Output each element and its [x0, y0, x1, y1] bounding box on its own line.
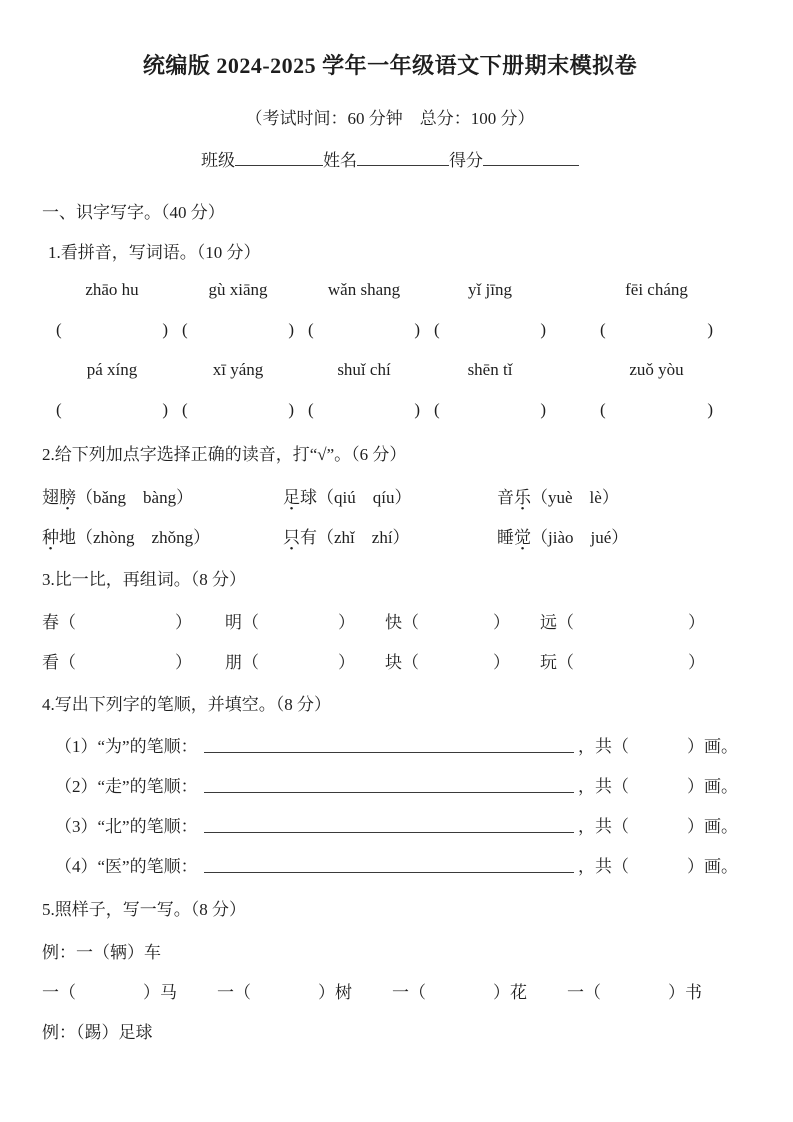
- q4-tail-end: ）画。: [687, 817, 738, 836]
- page-title: 统编版 2024-2025 学年一年级语文下册期末模拟卷: [142, 53, 638, 78]
- q3-item: 看（ ）: [42, 652, 192, 672]
- q2-item: [497, 523, 628, 548]
- q2-item: [283, 483, 497, 508]
- q2-options: （qiú qíu）: [317, 487, 412, 507]
- q2-word: 足球: [283, 487, 317, 507]
- q4-tail-comma: ，共（: [578, 817, 629, 836]
- paren-open: (: [308, 320, 314, 339]
- q3-item: 春（ ）: [42, 612, 192, 632]
- pinyin-item: shuǐ chí: [337, 360, 391, 379]
- pinyin-item: pá xíng: [86, 360, 138, 379]
- q5-item: 一（ ）树: [217, 982, 352, 1002]
- q2-options: （bǎng bàng）: [76, 487, 194, 507]
- answer-bracket: [182, 400, 294, 420]
- q2-item: [497, 483, 619, 508]
- answer-bracket: [600, 320, 713, 340]
- paren-close: ): [540, 320, 546, 339]
- q4-label: （1）“为”的笔顺：: [55, 737, 198, 756]
- q4-row: [42, 765, 738, 805]
- q4-label: （3）“北”的笔顺：: [55, 817, 198, 836]
- answer-bracket: [308, 320, 420, 340]
- pinyin-item: yǐ jīng: [468, 280, 512, 299]
- paren-open: (: [56, 400, 62, 419]
- stroke-order-blank: [204, 871, 574, 873]
- q3-item: 快（ ）: [385, 612, 510, 632]
- q2-item: [283, 523, 497, 548]
- score-label: 得分: [449, 151, 483, 170]
- exam-body: [42, 190, 738, 1050]
- paren-close: ): [707, 320, 713, 339]
- q5-example2: 例：（踢）足球: [42, 1022, 153, 1042]
- paren-open: (: [600, 320, 606, 339]
- q2-options: （zhǐ zhí）: [317, 527, 410, 547]
- pinyin-item: fēi cháng: [625, 280, 688, 299]
- q4-tail-comma: ，共（: [578, 777, 629, 796]
- paren-close: ): [162, 400, 168, 419]
- q2-word: 音乐: [497, 487, 531, 507]
- section1-heading: 一、识字写字。（40 分）: [42, 202, 225, 222]
- q5-item: 一（ ）花: [392, 982, 527, 1002]
- paren-close: ): [162, 320, 168, 339]
- pinyin-item: gù xiāng: [208, 280, 268, 299]
- name-label: 姓名: [323, 151, 357, 170]
- q5-row: [42, 978, 738, 1003]
- q3-heading: 3.比一比，再组词。（8 分）: [42, 570, 246, 589]
- q2-row2: [42, 523, 738, 548]
- stroke-order-blank: [204, 791, 574, 793]
- q3-item: 明（ ）: [225, 612, 355, 632]
- q2-item: [42, 483, 283, 508]
- paren-open: (: [182, 400, 188, 419]
- score-blank: [483, 163, 579, 166]
- stroke-order-blank: [204, 831, 574, 833]
- q2-item: [42, 523, 283, 548]
- q1-pinyin-row2: [42, 360, 738, 380]
- q3-row1: [42, 608, 738, 633]
- paren-close: ): [414, 400, 420, 419]
- pinyin-item: zhāo hu: [85, 280, 139, 299]
- q3-item: 远（ ）: [540, 612, 705, 632]
- q4-heading: 4.写出下列字的笔顺，并填空。（8 分）: [42, 695, 331, 714]
- class-blank: [235, 163, 323, 166]
- q2-word: 翅膀: [42, 487, 76, 507]
- q4-label: （2）“走”的笔顺：: [55, 777, 198, 796]
- answer-bracket: [308, 400, 420, 420]
- q4-label: （4）“医”的笔顺：: [55, 857, 198, 876]
- q1-answer-brackets-row1: [42, 320, 738, 340]
- q4-row: [42, 845, 738, 885]
- answer-bracket: [434, 320, 546, 340]
- exam-info: （考试时间：60 分钟 总分：100 分）: [245, 109, 535, 128]
- pinyin-item: shēn tǐ: [467, 360, 513, 379]
- q2-options: （jiào jué）: [531, 527, 629, 547]
- pinyin-item: xī yáng: [212, 360, 264, 379]
- q2-options: （zhòng zhǒng）: [76, 527, 211, 547]
- q5-item: 一（ ）书: [567, 982, 702, 1002]
- q4-tail-end: ）画。: [687, 777, 738, 796]
- q1-answer-brackets-row2: [42, 400, 738, 420]
- q4-tail-end: ）画。: [687, 737, 738, 756]
- pinyin-item: zuǒ yòu: [629, 360, 684, 379]
- student-fill-line: [42, 149, 738, 173]
- q4-row: [42, 805, 738, 845]
- paren-open: (: [182, 320, 188, 339]
- q1-heading: 1.看拼音，写词语。（10 分）: [48, 242, 261, 262]
- answer-bracket: [600, 400, 713, 420]
- pinyin-item: wǎn shang: [327, 280, 401, 299]
- paren-open: (: [434, 320, 440, 339]
- q2-row1: [42, 483, 738, 508]
- q1-pinyin-row1: [42, 280, 738, 300]
- q3-row2: [42, 648, 738, 673]
- q5-item: 一（ ）马: [42, 982, 177, 1002]
- q3-item: 朋（ ）: [225, 652, 355, 672]
- paren-close: ): [540, 400, 546, 419]
- q4-row: [42, 725, 738, 765]
- paren-close: ): [414, 320, 420, 339]
- q4-tail-comma: ，共（: [578, 737, 629, 756]
- q2-options: （yuè lè）: [531, 487, 619, 507]
- q2-word: 睡觉: [497, 527, 531, 547]
- paren-close: ): [288, 320, 294, 339]
- answer-bracket: [56, 320, 168, 340]
- q2-heading: 2.给下列加点字选择正确的读音，打“√”。（6 分）: [42, 445, 407, 464]
- answer-bracket: [56, 400, 168, 420]
- q4-tail-end: ）画。: [687, 857, 738, 876]
- paren-close: ): [288, 400, 294, 419]
- q2-word: 种地: [42, 527, 76, 547]
- paren-open: (: [56, 320, 62, 339]
- q5-example1: 例：一（辆）车: [42, 942, 161, 962]
- paren-open: (: [308, 400, 314, 419]
- q2-word: 只有: [283, 527, 317, 547]
- stroke-order-blank: [204, 751, 574, 753]
- paren-open: (: [600, 400, 606, 419]
- answer-bracket: [434, 400, 546, 420]
- answer-bracket: [182, 320, 294, 340]
- q3-item: 块（ ）: [385, 652, 510, 672]
- q3-item: 玩（ ）: [540, 652, 705, 672]
- q5-heading: 5.照样子，写一写。（8 分）: [42, 900, 246, 919]
- paren-open: (: [434, 400, 440, 419]
- q4-tail-comma: ，共（: [578, 857, 629, 876]
- paren-close: ): [707, 400, 713, 419]
- name-blank: [357, 163, 449, 166]
- class-label: 班级: [201, 151, 235, 170]
